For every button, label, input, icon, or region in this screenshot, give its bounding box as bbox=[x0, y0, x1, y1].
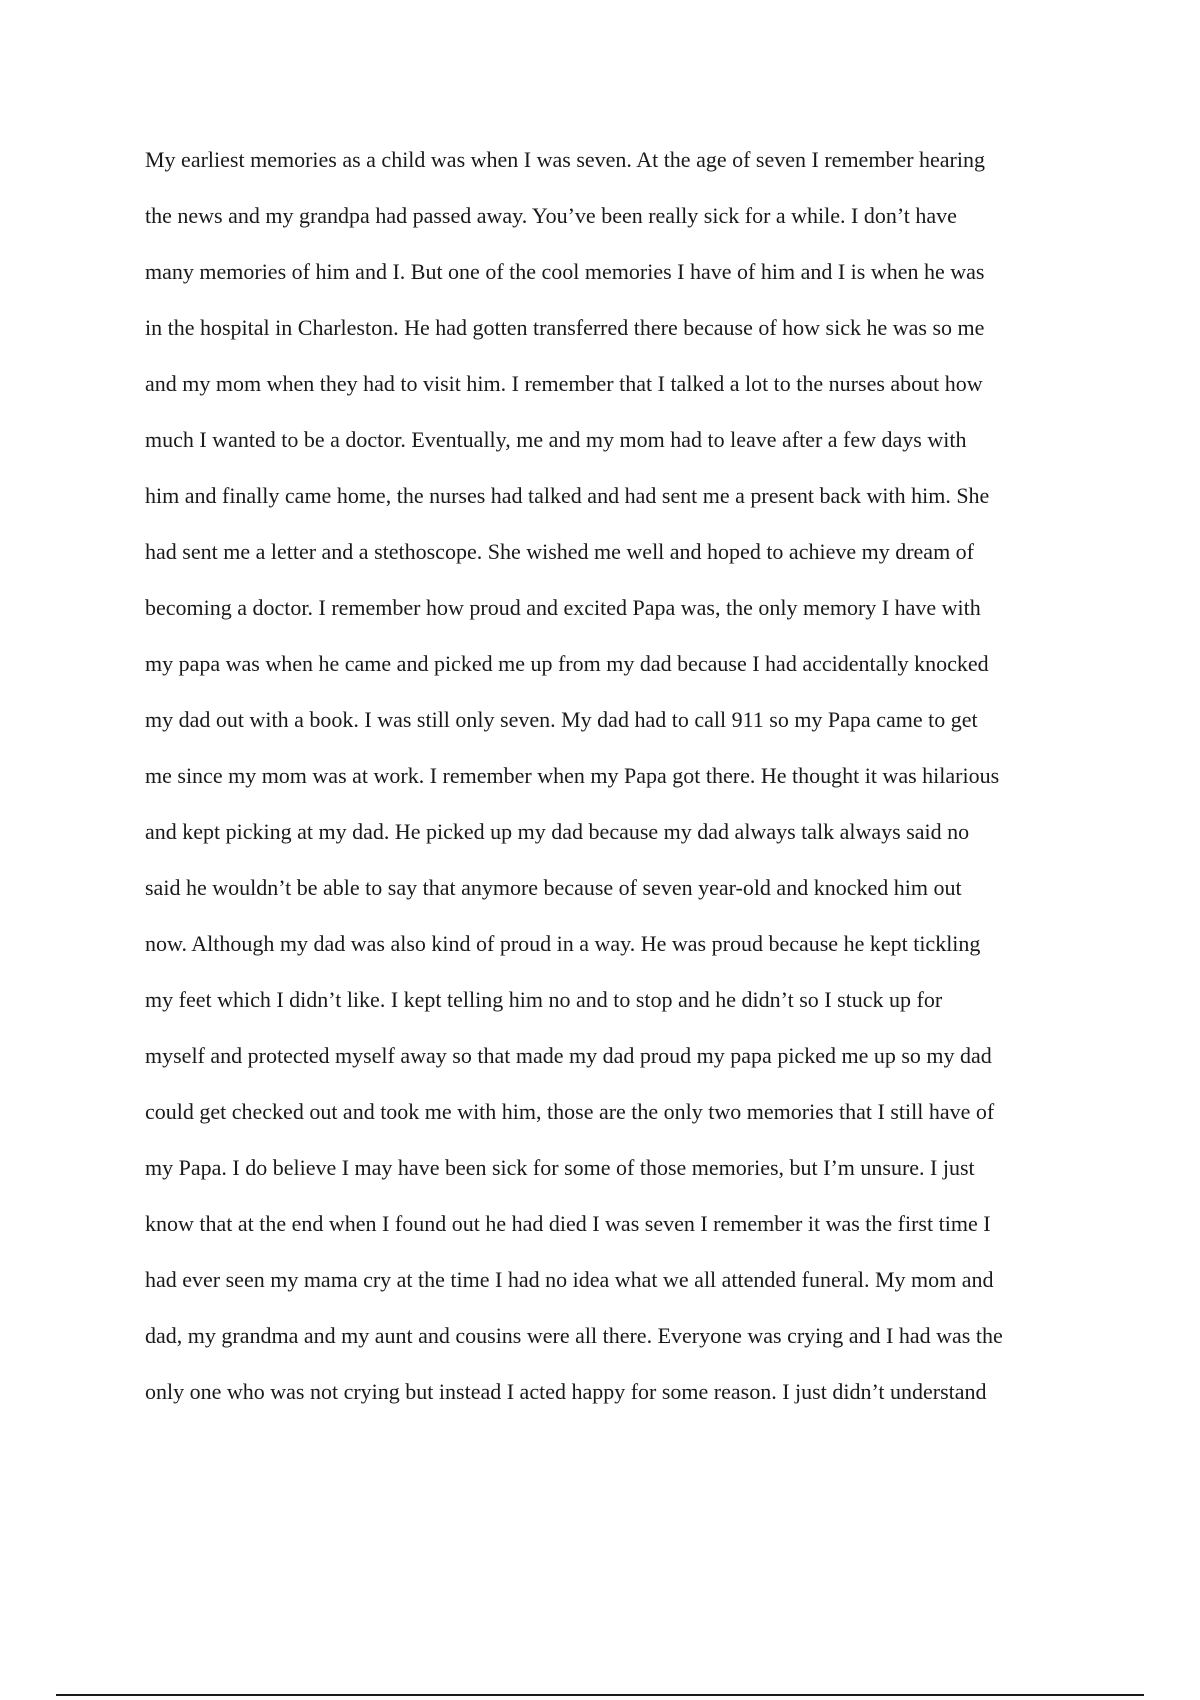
text-line: my feet which I didn’t like. I kept telling him no and to stop and he didn’t so I stuck up for bbox=[145, 987, 943, 1012]
text-line: becoming a doctor. I remember how proud and excited Papa was, the only memory I have with bbox=[145, 595, 981, 620]
text-line: the news and my grandpa had passed away. You’ve been really sick for a while. I don’t have bbox=[145, 203, 957, 228]
text-line: me since my mom was at work. I remember when my Papa got there. He thought it was hilarious bbox=[145, 763, 1000, 788]
text-line: my papa was when he came and picked me up from my dad because I had accidentally knocked bbox=[145, 651, 989, 676]
text-line: know that at the end when I found out he had died I was seven I remember it was the first time I bbox=[145, 1211, 991, 1236]
text-line: had ever seen my mama cry at the time I had no idea what we all attended funeral. My mom and bbox=[145, 1267, 994, 1292]
text-line: much I wanted to be a doctor. Eventually, me and my mom had to leave after a few days with bbox=[145, 427, 967, 452]
text-line: and my mom when they had to visit him. I remember that I talked a lot to the nurses about how bbox=[145, 371, 983, 396]
text-line: many memories of him and I. But one of the cool memories I have of him and I is when he was bbox=[145, 259, 985, 284]
text-line: my Papa. I do believe I may have been sick for some of those memories, but I’m unsure. I just bbox=[145, 1155, 975, 1180]
text-line: only one who was not crying but instead I acted happy for some reason. I just didn’t understand bbox=[145, 1379, 987, 1404]
footer-divider bbox=[56, 1694, 1144, 1696]
text-line: him and finally came home, the nurses had talked and had sent me a present back with him. She bbox=[145, 483, 990, 508]
text-line: could get checked out and took me with him, those are the only two memories that I still have of bbox=[145, 1099, 995, 1124]
text-line: now. Although my dad was also kind of proud in a way. He was proud because he kept tickling bbox=[145, 931, 981, 956]
text-line: dad, my grandma and my aunt and cousins were all there. Everyone was crying and I had was the bbox=[145, 1323, 1003, 1348]
text-line: had sent me a letter and a stethoscope. She wished me well and hoped to achieve my dream of bbox=[145, 539, 975, 564]
text-line: said he wouldn’t be able to say that anymore because of seven year-old and knocked him out bbox=[145, 875, 962, 900]
text-line: and kept picking at my dad. He picked up my dad because my dad always talk always said no bbox=[145, 819, 970, 844]
text-line: my dad out with a book. I was still only seven. My dad had to call 911 so my Papa came to get bbox=[145, 707, 978, 732]
text-line: myself and protected myself away so that made my dad proud my papa picked me up so my dad bbox=[145, 1043, 992, 1068]
text-line: My earliest memories as a child was when I was seven. At the age of seven I remember hearing bbox=[145, 147, 985, 172]
text-line: in the hospital in Charleston. He had gotten transferred there because of how sick he was so me bbox=[145, 315, 985, 340]
essay-body bbox=[145, 136, 1095, 1424]
